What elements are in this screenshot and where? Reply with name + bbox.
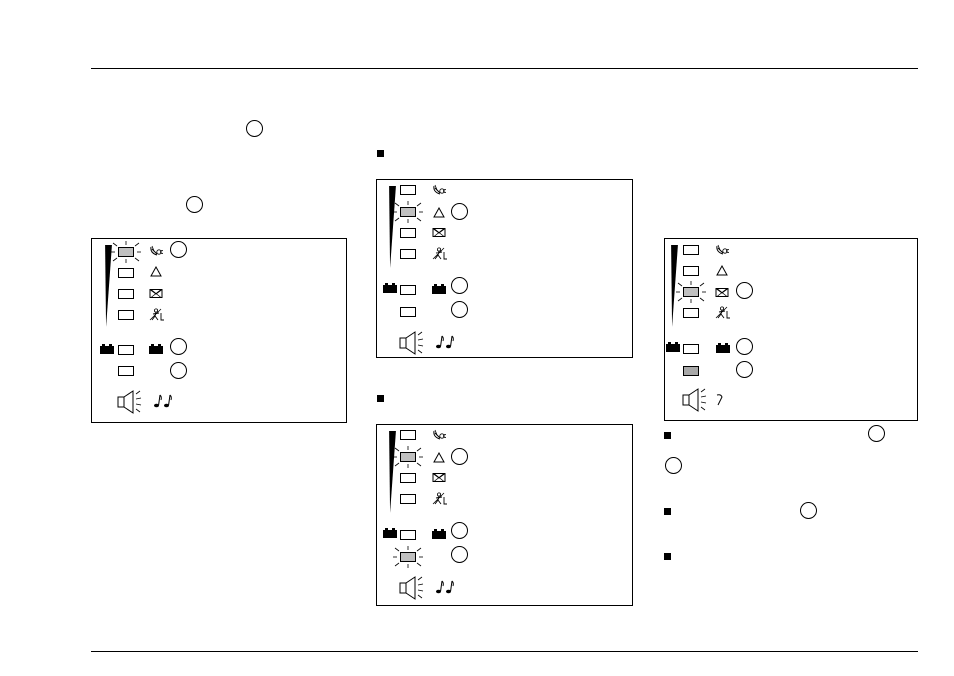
callout-circle-icon <box>736 338 753 355</box>
callout-circle-icon <box>451 546 468 563</box>
square-bullet-icon <box>377 150 384 157</box>
callout-circle-icon <box>451 203 468 220</box>
square-bullet-icon <box>664 508 671 515</box>
callout-circle-icon <box>170 338 187 355</box>
indicator-panel-4 <box>664 238 918 421</box>
callout-circle-icon <box>170 362 187 379</box>
callout-circle-icon <box>186 196 203 213</box>
callout-circle-icon <box>451 301 468 318</box>
callout-circle-icon <box>868 425 885 442</box>
callout-circle-icon <box>451 522 468 539</box>
callout-circle-icon <box>246 120 263 137</box>
callout-circle-icon <box>170 241 187 258</box>
footer-rule <box>91 651 918 652</box>
square-bullet-icon <box>664 432 671 439</box>
indicator-panel-2 <box>376 179 633 358</box>
indicator-panel-3 <box>376 424 633 606</box>
callout-circle-icon <box>800 502 817 519</box>
callout-circle-icon <box>736 361 753 378</box>
callout-circle-icon <box>736 282 753 299</box>
square-bullet-icon <box>664 553 671 560</box>
callout-circle-icon <box>451 448 468 465</box>
header-rule <box>91 68 918 69</box>
indicator-panel-1 <box>91 238 347 423</box>
callout-circle-icon <box>665 457 682 474</box>
callout-circle-icon <box>451 277 468 294</box>
square-bullet-icon <box>377 395 384 402</box>
